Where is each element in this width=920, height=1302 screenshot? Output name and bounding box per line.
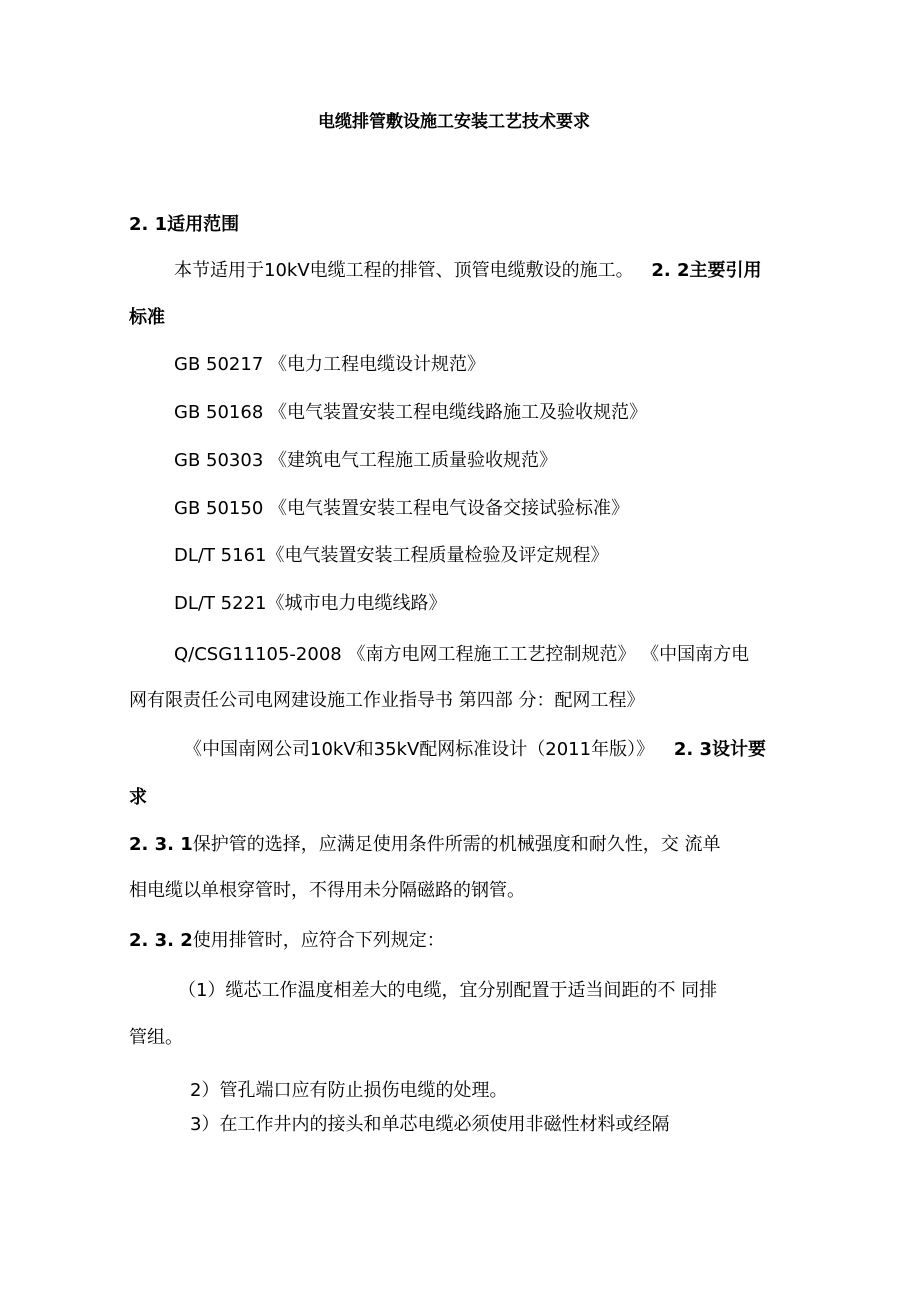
section-2-1-text: 本节适用于10kV电缆工程的排管、顶管电缆敷设的施工。 <box>174 260 634 281</box>
clause-2-3-2-text: 使用排管时，应符合下列规定： <box>192 930 445 951</box>
clause-2-3-1-cont: 相电缆以单根穿管时，不得用未分隔磁路的钢管。 <box>129 880 525 901</box>
section-2-2-heading-cont: 标准 <box>129 307 165 328</box>
section-2-3-heading-cont: 求 <box>129 787 147 808</box>
reference-item-line <box>184 738 766 762</box>
section-2-1-line <box>174 259 762 283</box>
clause-2-3-1 <box>129 833 721 857</box>
section-2-3-heading: 2. 3设计要 <box>673 739 766 760</box>
list-item-3: 3）在工作井内的接头和单芯电缆必须使用非磁性材料或经隔 <box>190 1114 670 1135</box>
clause-2-3-2-label: 2. 3. 2 <box>129 930 193 951</box>
reference-item: DL/T 5161《电气装置安装工程质量检验及评定规程》 <box>174 545 609 566</box>
reference-item: GB 50168 《电气装置安装工程电缆线路施工及验收规范》 <box>174 402 647 423</box>
reference-item-cont: 网有限责任公司电网建设施工作业指导书 第四部 分：配网工程》 <box>129 690 645 711</box>
list-item-1: （1）缆芯工作温度相差大的电缆，宜分别配置于适当间距的不 同排 <box>178 980 718 1001</box>
section-2-1-heading: 2. 1适用范围 <box>129 214 240 235</box>
list-item-1-cont: 管组。 <box>129 1027 183 1048</box>
reference-item: Q/CSG11105-2008 《南方电网工程施工工艺控制规范》 《中国南方电 <box>174 644 750 665</box>
reference-item: GB 50303 《建筑电气工程施工质量验收规范》 <box>174 450 557 471</box>
clause-2-3-1-label: 2. 3. 1 <box>129 834 193 855</box>
section-2-2-heading: 2. 2主要引用 <box>651 260 762 281</box>
reference-item: DL/T 5221《城市电力电缆线路》 <box>174 593 447 614</box>
clause-2-3-1-text: 保护管的选择，应满足使用条件所需的机械强度和耐久性，交 流单 <box>192 834 721 855</box>
reference-item: GB 50217 《电力工程电缆设计规范》 <box>174 354 485 375</box>
list-item-2: 2）管孔端口应有防止损伤电缆的处理。 <box>190 1080 508 1101</box>
page-title: 电缆排管敷设施工安装工艺技术要求 <box>318 112 590 132</box>
clause-2-3-2 <box>129 929 445 953</box>
reference-item: GB 50150 《电气装置安装工程电气设备交接试验标准》 <box>174 498 629 519</box>
reference-item: 《中国南网公司10kV和35kV配网标准设计（2011年版）》 <box>184 739 655 760</box>
